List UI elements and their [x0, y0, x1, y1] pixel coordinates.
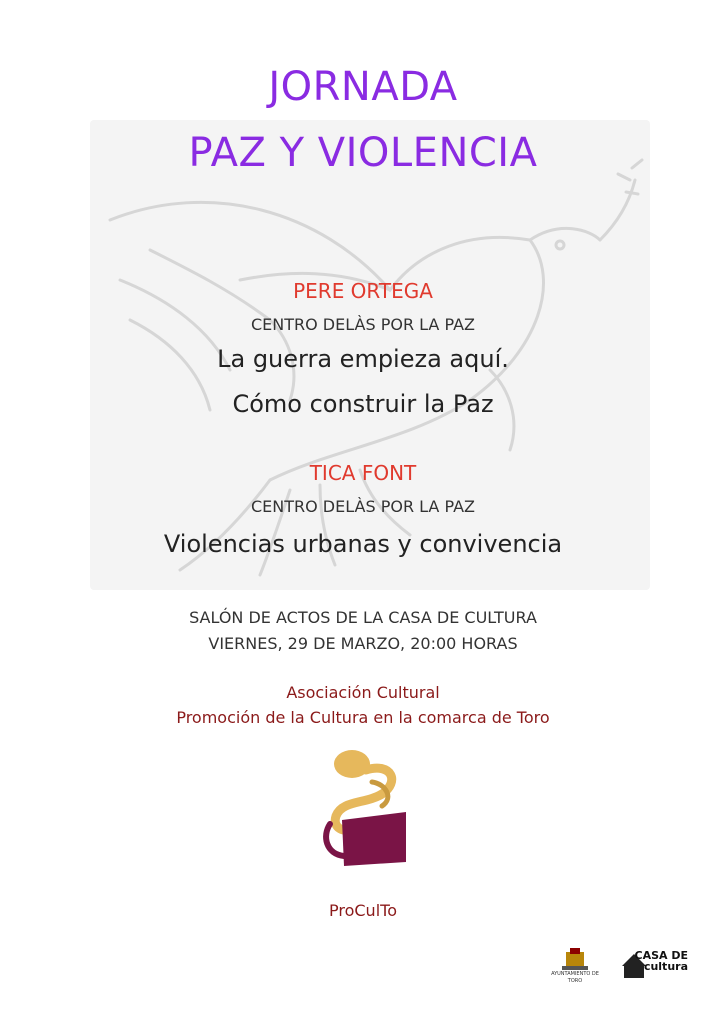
venue-place: SALÓN DE ACTOS DE LA CASA DE CULTURA	[189, 608, 537, 627]
talk-title-line: Violencias urbanas y convivencia	[163, 530, 563, 558]
talk-title-line: La guerra empieza aquí.	[217, 345, 509, 373]
association-name: Asociación Cultural	[286, 683, 440, 702]
logo-caption: ProCulTo	[329, 901, 397, 920]
casa-de-cultura-logo-icon	[618, 946, 688, 994]
speaker-organization: CENTRO DELÀS POR LA PAZ	[250, 315, 475, 334]
proculto-logo-icon	[322, 742, 410, 868]
speaker-name: TICA FONT	[309, 461, 417, 485]
casa-de-cultura-label: CASA DE cultura	[634, 949, 688, 973]
talk-title-line: Cómo construir la Paz	[232, 390, 494, 418]
page-title: JORNADA	[268, 64, 458, 110]
association-description: Promoción de la Cultura en la comarca de Toro	[176, 708, 550, 727]
ayuntamiento-logo-icon	[552, 948, 598, 990]
speaker-organization: CENTRO DELÀS POR LA PAZ	[250, 497, 475, 516]
page-subtitle: PAZ Y VIOLENCIA	[188, 130, 538, 176]
event-datetime: VIERNES, 29 DE MARZO, 20:00 HORAS	[208, 634, 518, 653]
speaker-name: PERE ORTEGA	[293, 279, 433, 303]
ayuntamiento-label: AYUNTAMIENTO DE TORO	[551, 971, 599, 984]
